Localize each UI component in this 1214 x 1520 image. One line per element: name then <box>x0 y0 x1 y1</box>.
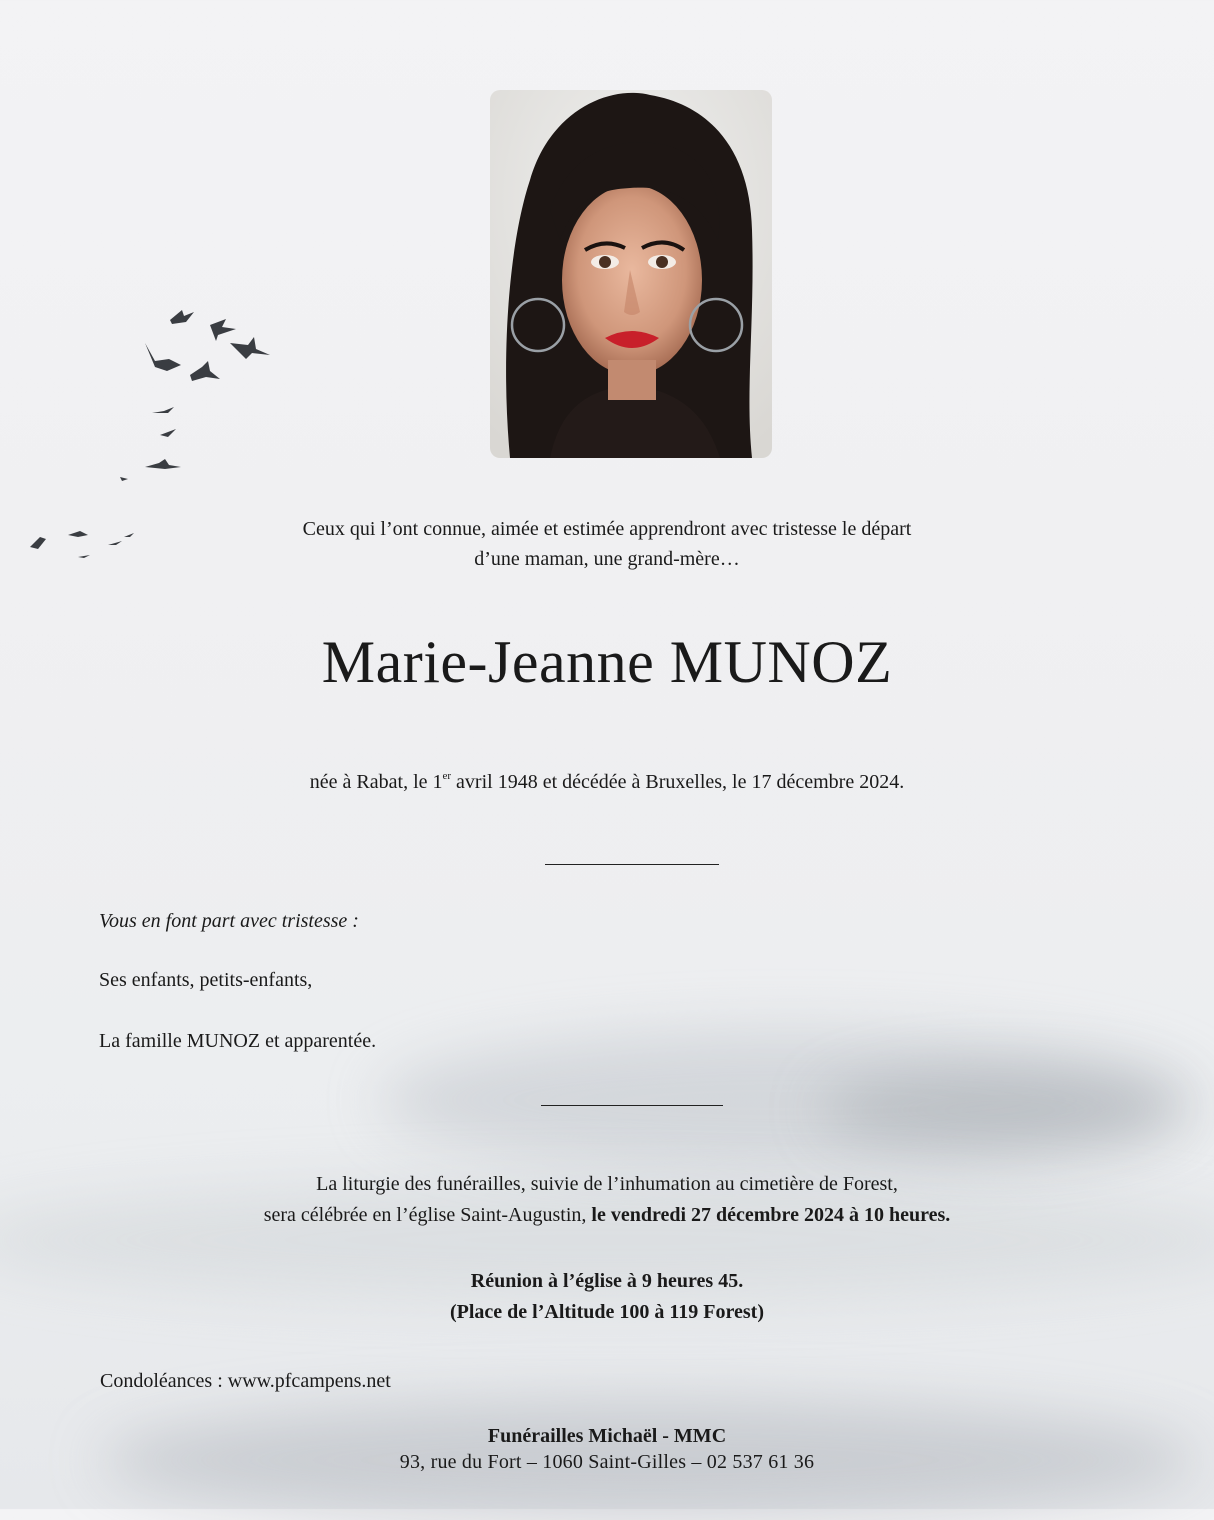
family-line-2: La famille MUNOZ et apparentée. <box>99 1030 377 1052</box>
meeting-place: (Place de l’Altitude 100 à 119 Forest) <box>449 1301 764 1323</box>
funeral-home-name: Funérailles Michaël - MMC <box>487 1425 727 1447</box>
meeting-info <box>0 1266 1214 1328</box>
born-prefix: née à Rabat, le 1 <box>309 771 443 793</box>
separator-line <box>541 1105 723 1106</box>
deceased-name: Marie-Jeanne MUNOZ <box>321 629 893 695</box>
portrait-photo <box>490 90 772 458</box>
birth-death-line <box>0 770 1214 794</box>
family-heading: Vous en font part avec tristesse : <box>99 910 359 932</box>
meeting-time: Réunion à l’église à 9 heures 45. <box>470 1270 744 1292</box>
family-line-1: Ses enfants, petits-enfants, <box>99 969 313 991</box>
ceremony-date: le vendredi 27 décembre 2024 à 10 heures. <box>591 1204 951 1226</box>
ceremony-line-2 <box>0 1200 1214 1231</box>
ink-wash-4 <box>820 1070 1180 1150</box>
funeral-home-address: 93, rue du Fort – 1060 Saint-Gilles – 02 537 61 36 <box>399 1451 815 1473</box>
ceremony-text <box>0 1169 1214 1231</box>
intro-text <box>0 514 1214 574</box>
ink-wash-1 <box>380 1030 1200 1170</box>
born-superscript: er <box>442 770 452 782</box>
intro-line-1: Ceux qui l’ont connue, aimée et estimée apprendront avec tristesse le départ <box>302 518 912 540</box>
separator-line <box>545 864 719 865</box>
born-suffix: avril 1948 et décédée à Bruxelles, le 17 décembre 2024. <box>451 771 905 793</box>
intro-line-2: d’une maman, une grand-mère… <box>474 548 740 570</box>
condolences-line: Condoléances : www.pfcampens.net <box>100 1370 391 1392</box>
ceremony-church: sera célébrée en l’église Saint-Augustin, <box>263 1204 592 1226</box>
ceremony-line-1: La liturgie des funérailles, suivie de l’inhumation au cimetière de Forest, <box>316 1173 898 1195</box>
